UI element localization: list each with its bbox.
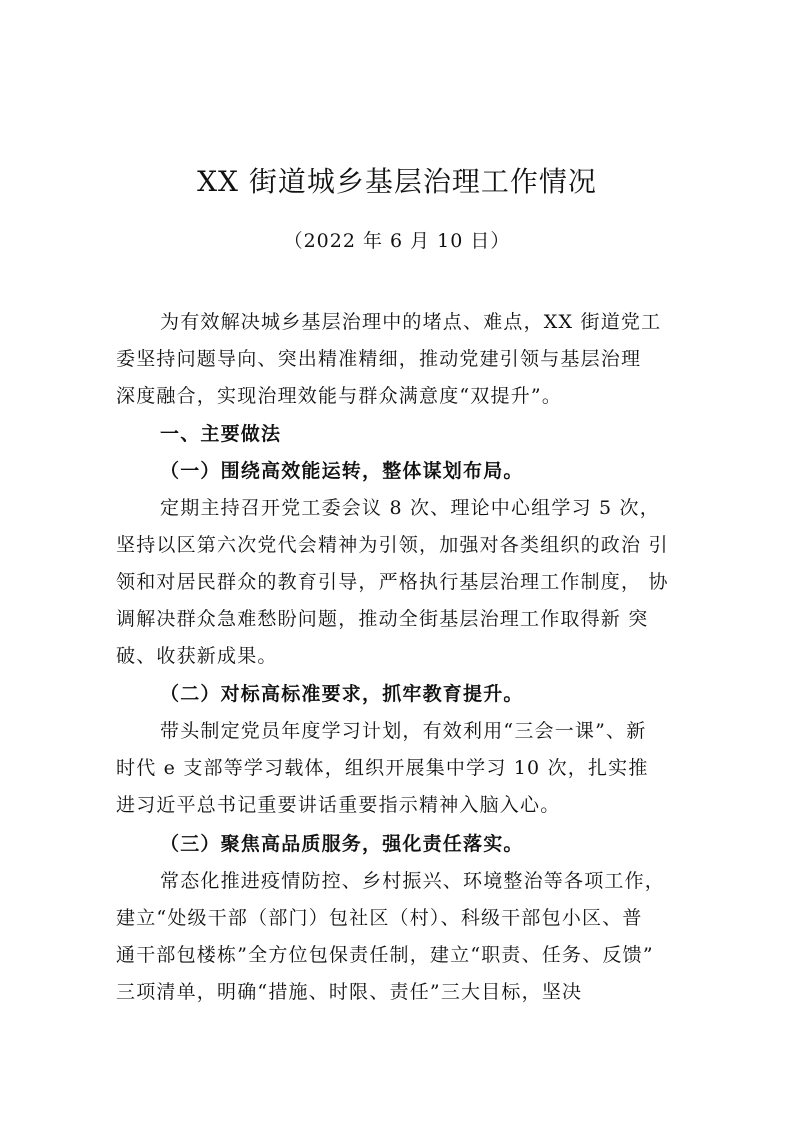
sub3-line-3: 通干部包楼栋”全方位包保责任制，建立“职责、任务、反馈” [116, 944, 654, 966]
intro-line-3: 深度融合，实现治理效能与群众满意度“双提升”。 [116, 385, 563, 407]
subsection-heading-1: （一）围绕高效能运转，整体谋划布局。 [160, 460, 524, 482]
subsection-heading-2: （二）对标高标准要求，抓牢教育提升。 [160, 683, 524, 705]
sub3-line-1: 常态化推进疫情防控、乡村振兴、环境整治等各项工作， [160, 870, 666, 892]
sub1-line-5: 破、收获新成果。 [116, 645, 278, 667]
sub1-line-3: 领和对居民群众的教育引导，严格执行基层治理工作制度， 协 [116, 571, 669, 593]
sub2-line-2: 时代 e 支部等学习载体，组织开展集中学习 10 次，扎实推 [116, 757, 649, 779]
sub1-line-1: 定期主持召开党工委会议 8 次、理论中心组学习 5 次， [160, 497, 660, 519]
sub3-line-4: 三项清单，明确“措施、时限、责任”三大目标，坚决 [116, 981, 583, 1003]
document-title: XX 街道城乡基层治理工作情况 [197, 165, 597, 198]
sub2-line-3: 进习近平总书记重要讲话重要指示精神入脑入心。 [116, 794, 561, 816]
section-heading-1: 一、主要做法 [160, 423, 282, 445]
subsection-heading-3: （三）聚焦高品质服务，强化责任落实。 [160, 833, 524, 855]
sub1-line-4: 调解决群众急难愁盼问题，推动全街基层治理工作取得新 突 [116, 608, 649, 630]
sub3-line-2: 建立“处级干部（部门）包社区（村）、科级干部包小区、普 [116, 907, 643, 929]
document-date: （2022 年 6 月 10 日） [283, 230, 511, 252]
sub1-line-2: 坚持以区第六次党代会精神为引领，加强对各类组织的政治 引 [116, 534, 669, 556]
intro-line-2: 委坚持问题导向、突出精准精细，推动党建引领与基层治理 [116, 348, 642, 370]
intro-line-1: 为有效解决城乡基层治理中的堵点、难点，XX 街道党工 [160, 311, 662, 333]
sub2-line-1: 带头制定党员年度学习计划，有效利用“三会一课”、新 [160, 720, 647, 742]
